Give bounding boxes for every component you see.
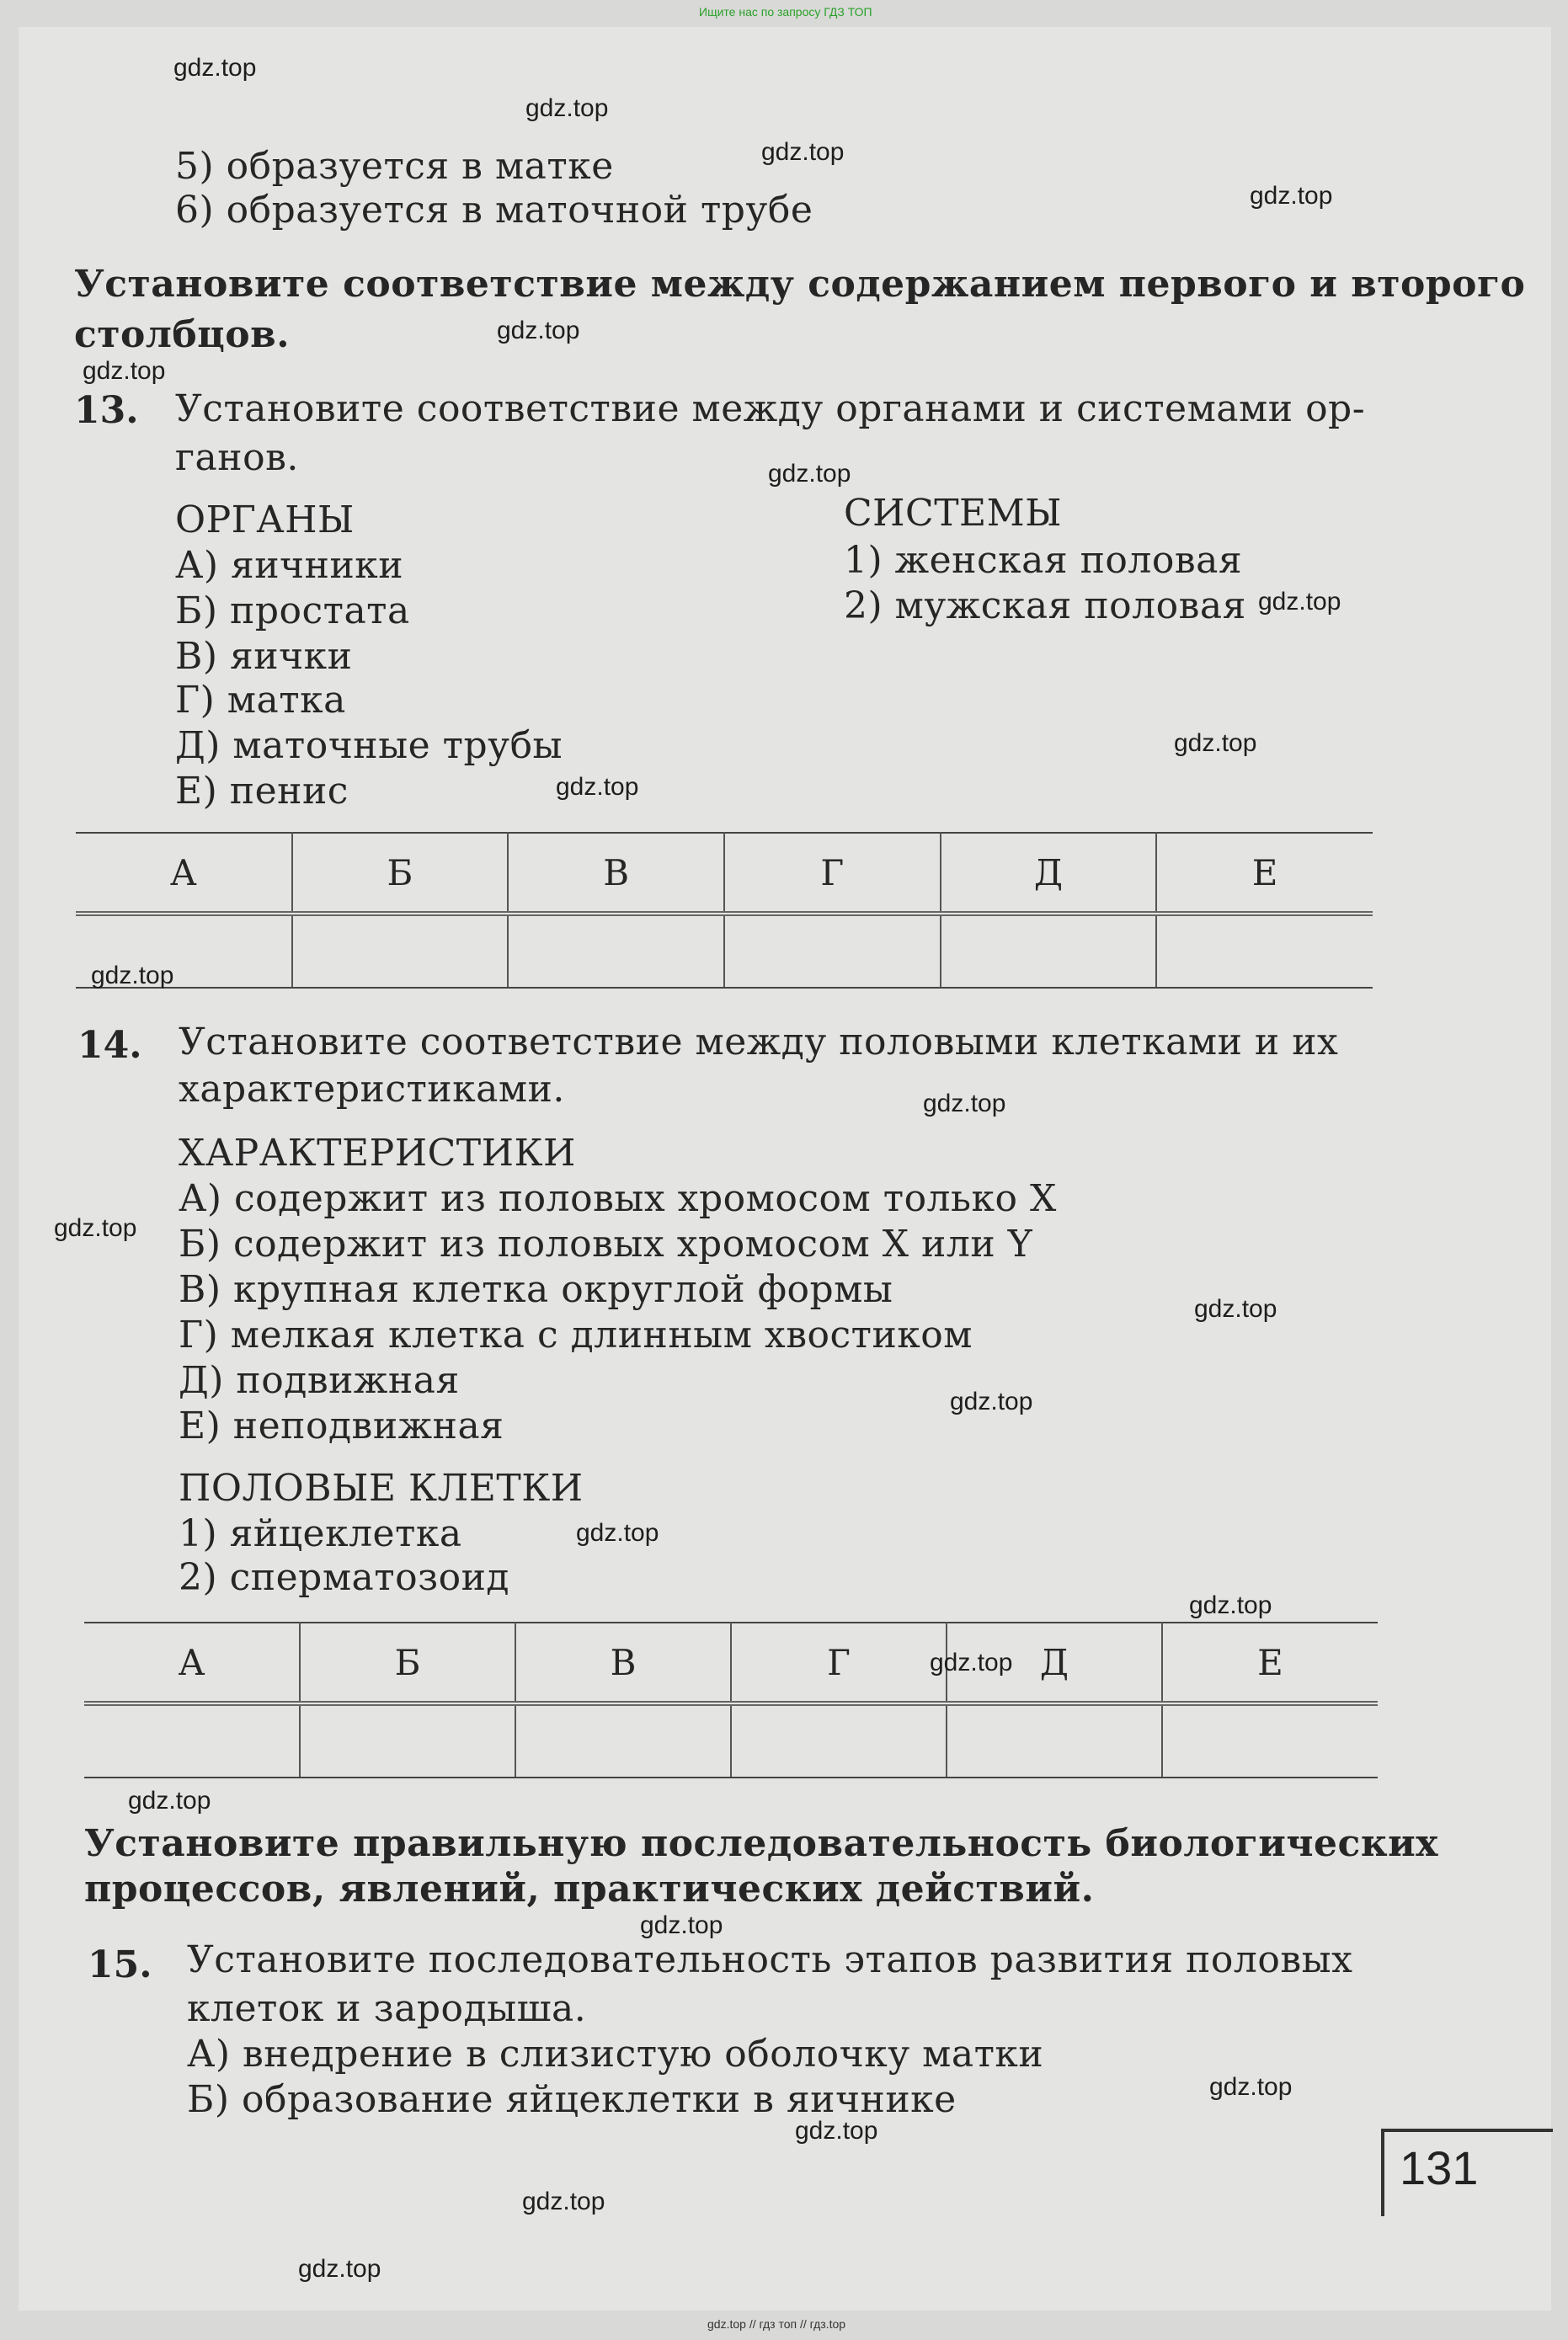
q14-cell-1: 1) яйцеклетка bbox=[179, 1512, 462, 1555]
watermark: gdz.top bbox=[640, 1911, 723, 1939]
q15-item-a: А) внедрение в слизистую оболочку матки bbox=[187, 2033, 1044, 2076]
q13-organ-g: Г) матка bbox=[175, 679, 346, 722]
q13-organ-e: Е) пенис bbox=[175, 770, 349, 813]
question-15-text-line1: Установите последовательность этапов развития половых bbox=[187, 1938, 1353, 1981]
watermark: gdz.top bbox=[761, 138, 845, 166]
watermark: gdz.top bbox=[1194, 1295, 1277, 1323]
q14-header-v: В bbox=[515, 1623, 731, 1703]
q14-char-a: А) содержит из половых хромосом только X bbox=[179, 1177, 1057, 1220]
watermark: gdz.top bbox=[556, 773, 639, 801]
q14-answer-cell-v[interactable] bbox=[515, 1703, 731, 1778]
q14-cells-title: ПОЛОВЫЕ КЛЕТКИ bbox=[179, 1467, 584, 1510]
q14-cell-2: 2) сперматозоид bbox=[179, 1556, 510, 1599]
q13-organ-v: В) яички bbox=[175, 635, 353, 678]
q13-answer-cell-g[interactable] bbox=[724, 914, 941, 988]
q13-answer-cell-v[interactable] bbox=[508, 914, 724, 988]
q14-header-g: Г bbox=[731, 1623, 947, 1703]
q14-header-b: Б bbox=[300, 1623, 515, 1703]
q14-char-g: Г) мелкая клетка с длинным хвостиком bbox=[179, 1314, 973, 1357]
watermark: gdz.top bbox=[128, 1787, 211, 1815]
q13-header-a: А bbox=[76, 833, 292, 914]
q13-organ-d: Д) маточные трубы bbox=[175, 724, 563, 767]
footer-note[interactable]: gdz.top // гдз топ // гдз.top bbox=[707, 2317, 846, 2331]
watermark: gdz.top bbox=[930, 1649, 1013, 1676]
watermark: gdz.top bbox=[54, 1214, 137, 1242]
q13-header-g: Г bbox=[724, 833, 941, 914]
section2-heading-line1: Установите правильную последовательность биологических bbox=[84, 1822, 1438, 1865]
page-number: 131 bbox=[1400, 2141, 1479, 2194]
q14-char-d: Д) подвижная bbox=[179, 1359, 460, 1402]
question-14-number: 14. bbox=[77, 1024, 142, 1067]
watermark: gdz.top bbox=[795, 2117, 878, 2145]
q13-header-b: Б bbox=[292, 833, 509, 914]
q15-item-b: Б) образование яйцеклетки в яичнике bbox=[187, 2078, 957, 2121]
q14-char-v: В) крупная клетка округлой формы bbox=[179, 1268, 893, 1311]
question-15-text-line2: клеток и зародыша. bbox=[187, 1987, 587, 2030]
q13-organ-a: А) яичники bbox=[175, 544, 404, 587]
watermark: gdz.top bbox=[1250, 182, 1333, 210]
watermark: gdz.top bbox=[1174, 729, 1257, 757]
q14-char-e: Е) неподвижная bbox=[179, 1405, 504, 1447]
question-13-text-line1: Установите соответствие между органами и системами ор- bbox=[175, 387, 1366, 430]
watermark: gdz.top bbox=[497, 317, 580, 344]
watermark: gdz.top bbox=[768, 460, 851, 488]
q14-char-b: Б) содержит из половых хромосом X или Y bbox=[179, 1223, 1033, 1266]
section-heading-line1: Установите соответствие между содержанием первого и второго bbox=[74, 263, 1526, 306]
q14-header-d: Д bbox=[947, 1623, 1162, 1703]
question-14-text-line2: характеристиками. bbox=[179, 1068, 565, 1111]
header-note[interactable]: Ищите нас по запросу ГДЗ ТОП bbox=[699, 5, 872, 19]
q13-answer-cell-d[interactable] bbox=[941, 914, 1157, 988]
watermark: gdz.top bbox=[173, 54, 257, 82]
q14-characteristics-title: ХАРАКТЕРИСТИКИ bbox=[179, 1132, 576, 1175]
section-heading-line2: столбцов. bbox=[74, 313, 291, 356]
watermark: gdz.top bbox=[525, 94, 609, 122]
q13-header-d: Д bbox=[941, 833, 1157, 914]
q14-answer-cell-d[interactable] bbox=[947, 1703, 1162, 1778]
watermark: gdz.top bbox=[950, 1388, 1033, 1415]
q14-header-e: Е bbox=[1162, 1623, 1378, 1703]
watermark: gdz.top bbox=[1189, 1591, 1272, 1619]
q13-organ-b: Б) простата bbox=[175, 589, 410, 632]
q14-answer-cell-e[interactable] bbox=[1162, 1703, 1378, 1778]
question-13-text-line2: ганов. bbox=[175, 436, 299, 479]
q13-header-v: В bbox=[508, 833, 724, 914]
watermark: gdz.top bbox=[91, 962, 174, 989]
q13-answer-cell-e[interactable] bbox=[1156, 914, 1373, 988]
question-13-number: 13. bbox=[74, 389, 139, 432]
watermark: gdz.top bbox=[1258, 588, 1341, 616]
watermark: gdz.top bbox=[923, 1090, 1006, 1117]
option-5: 5) образуется в матке bbox=[175, 145, 614, 188]
q14-header-a: А bbox=[84, 1623, 300, 1703]
section2-heading-line2: процессов, явлений, практических действий. bbox=[84, 1868, 1095, 1911]
q13-organs-title: ОРГАНЫ bbox=[175, 498, 355, 541]
question-14-text-line1: Установите соответствие между половыми клетками и их bbox=[179, 1021, 1339, 1063]
q13-answer-table bbox=[76, 832, 1373, 989]
watermark: gdz.top bbox=[576, 1519, 659, 1547]
watermark: gdz.top bbox=[83, 357, 166, 385]
q13-answer-cell-b[interactable] bbox=[292, 914, 509, 988]
watermark: gdz.top bbox=[522, 2188, 605, 2215]
q13-system-2: 2) мужская половая bbox=[844, 584, 1246, 627]
q13-system-1: 1) женская половая bbox=[844, 539, 1243, 582]
q14-answer-table bbox=[84, 1622, 1378, 1778]
q14-answer-cell-g[interactable] bbox=[731, 1703, 947, 1778]
q14-answer-cell-a[interactable] bbox=[84, 1703, 300, 1778]
watermark: gdz.top bbox=[298, 2255, 381, 2283]
q13-systems-title: СИСТЕМЫ bbox=[844, 492, 1063, 535]
q14-answer-cell-b[interactable] bbox=[300, 1703, 515, 1778]
watermark: gdz.top bbox=[1209, 2073, 1293, 2101]
question-15-number: 15. bbox=[88, 1943, 152, 1986]
q13-header-e: Е bbox=[1156, 833, 1373, 914]
option-6: 6) образуется в маточной трубе bbox=[175, 189, 813, 232]
